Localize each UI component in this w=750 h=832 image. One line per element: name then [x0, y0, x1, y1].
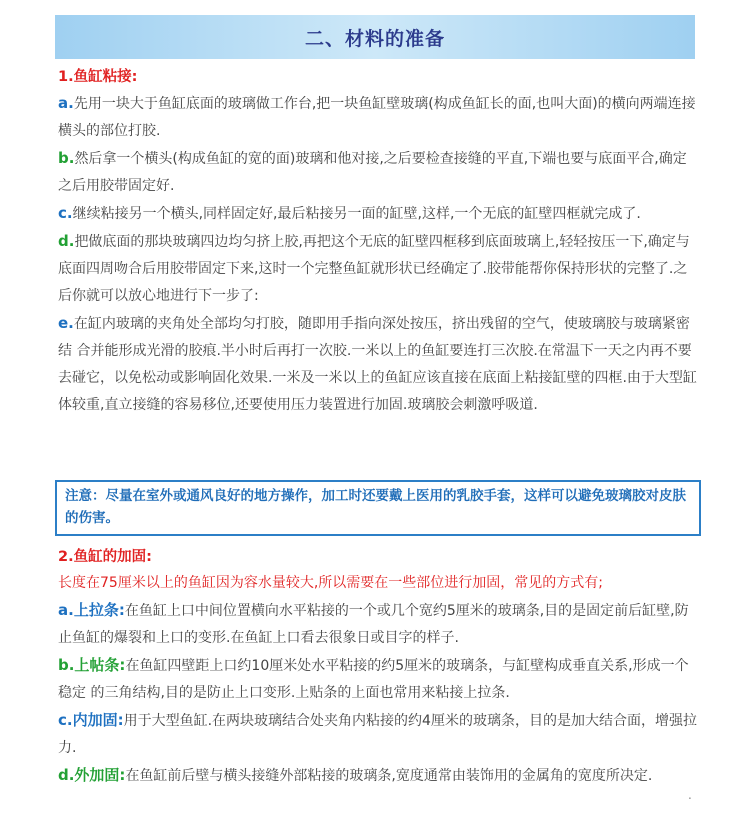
banner-title: 二、材料的准备	[304, 27, 445, 50]
item-key: b.	[58, 149, 75, 167]
paragraph-d	[58, 228, 698, 310]
paragraph-upper-bar	[58, 597, 698, 652]
item-key: d.外加固:	[58, 766, 126, 784]
paragraph-inner-reinforce	[58, 707, 698, 762]
section-1-title: 1.鱼缸粘接:	[58, 69, 138, 85]
item-key: a.上拉条:	[58, 601, 125, 619]
section-2-title: 2.鱼缸的加固:	[58, 549, 152, 565]
trailing-mark: .	[688, 788, 692, 802]
section-2	[58, 542, 698, 790]
item-text: 在鱼缸前后壁与横头接缝外部粘接的玻璃条,宽度通常由装饰用的金属角的宽度所决定.	[125, 768, 653, 784]
paragraph-e	[58, 310, 698, 419]
item-text: 用于大型鱼缸.在两块玻璃结合处夹角内粘接的约4厘米的玻璃条，目的是加大结合面，增强拉力.	[58, 713, 697, 756]
item-text: 在鱼缸上口中间位置横向水平粘接的一个或几个宽约5厘米的玻璃条,目的是固定前后缸壁,防止鱼缸的爆裂和上口的变形.在鱼缸上口看去很象日或目字的样子.	[58, 603, 689, 646]
paragraph-c	[58, 200, 698, 228]
paragraph-outer-reinforce	[58, 762, 698, 790]
paragraph-upper-strip	[58, 652, 698, 707]
item-key: e.	[58, 314, 74, 332]
paragraph-b	[58, 145, 698, 200]
item-key: d.	[58, 232, 75, 250]
note-box	[55, 480, 701, 536]
item-key: a.	[58, 94, 74, 112]
item-text: 继续粘接另一个横头,同样固定好,最后粘接另一面的缸壁,这样,一个无底的缸壁四框就完成了.	[72, 206, 641, 222]
item-text: 在鱼缸四壁距上口约10厘米处水平粘接的约5厘米的玻璃条，与缸壁构成垂直关系,形成一个稳定 的三角结构,目的是防止上口变形.上贴条的上面也常用来粘接上拉条.	[58, 658, 689, 701]
item-text: 然后拿一个横头(构成鱼缸的宽的面)玻璃和他对接,之后要检查接缝的平直,下端也要与底面平合,确定之后用胶带固定好.	[58, 151, 687, 194]
item-text: 把做底面的那块玻璃四边均匀挤上胶,再把这个无底的缸壁四框移到底面玻璃上,轻轻按压一下,确定与底面四周吻合后用胶带固定下来,这时一个完整鱼缸就形状已经确定了.胶带能帮你保持形状的完整了.之后你就可以放心地进行下一步了:	[58, 234, 690, 304]
note-text: 注意：尽量在室外或通风良好的地方操作，加工时还要戴上医用的乳胶手套，这样可以避免玻璃胶对皮肤的伤害。	[65, 488, 686, 526]
item-text: 先用一块大于鱼缸底面的玻璃做工作台,把一块鱼缸壁玻璃(构成鱼缸长的面,也叫大面)的横向两端连接横头的部位打胶.	[58, 96, 696, 139]
item-key: c.	[58, 204, 73, 222]
paragraph-a	[58, 90, 698, 145]
item-text: 在缸内玻璃的夹角处全部均匀打胶，随即用手指向深处按压，挤出残留的空气，使玻璃胶与玻璃紧密结 合并能形成光滑的胶痕.半小时后再打一次胶.一米以上的鱼缸要连打三次胶.在常温下一天之内再不要去碰它，以免松动或影响固化效果.一米及一米以上的鱼缸应该直接在底面上粘接缸壁的四框.由于大型缸体较重,直立接缝的容易移位,还要使用压力装置进行加固.玻璃胶会刺激呼吸道.	[58, 316, 697, 413]
item-key: b.上帖条:	[58, 656, 126, 674]
section-1	[58, 62, 698, 419]
item-key: c.内加固:	[58, 711, 124, 729]
section-2-intro: 长度在75厘米以上的鱼缸因为容水量较大,所以需要在一些部位进行加固，常见的方式有;	[58, 575, 603, 591]
section-banner	[55, 15, 695, 59]
